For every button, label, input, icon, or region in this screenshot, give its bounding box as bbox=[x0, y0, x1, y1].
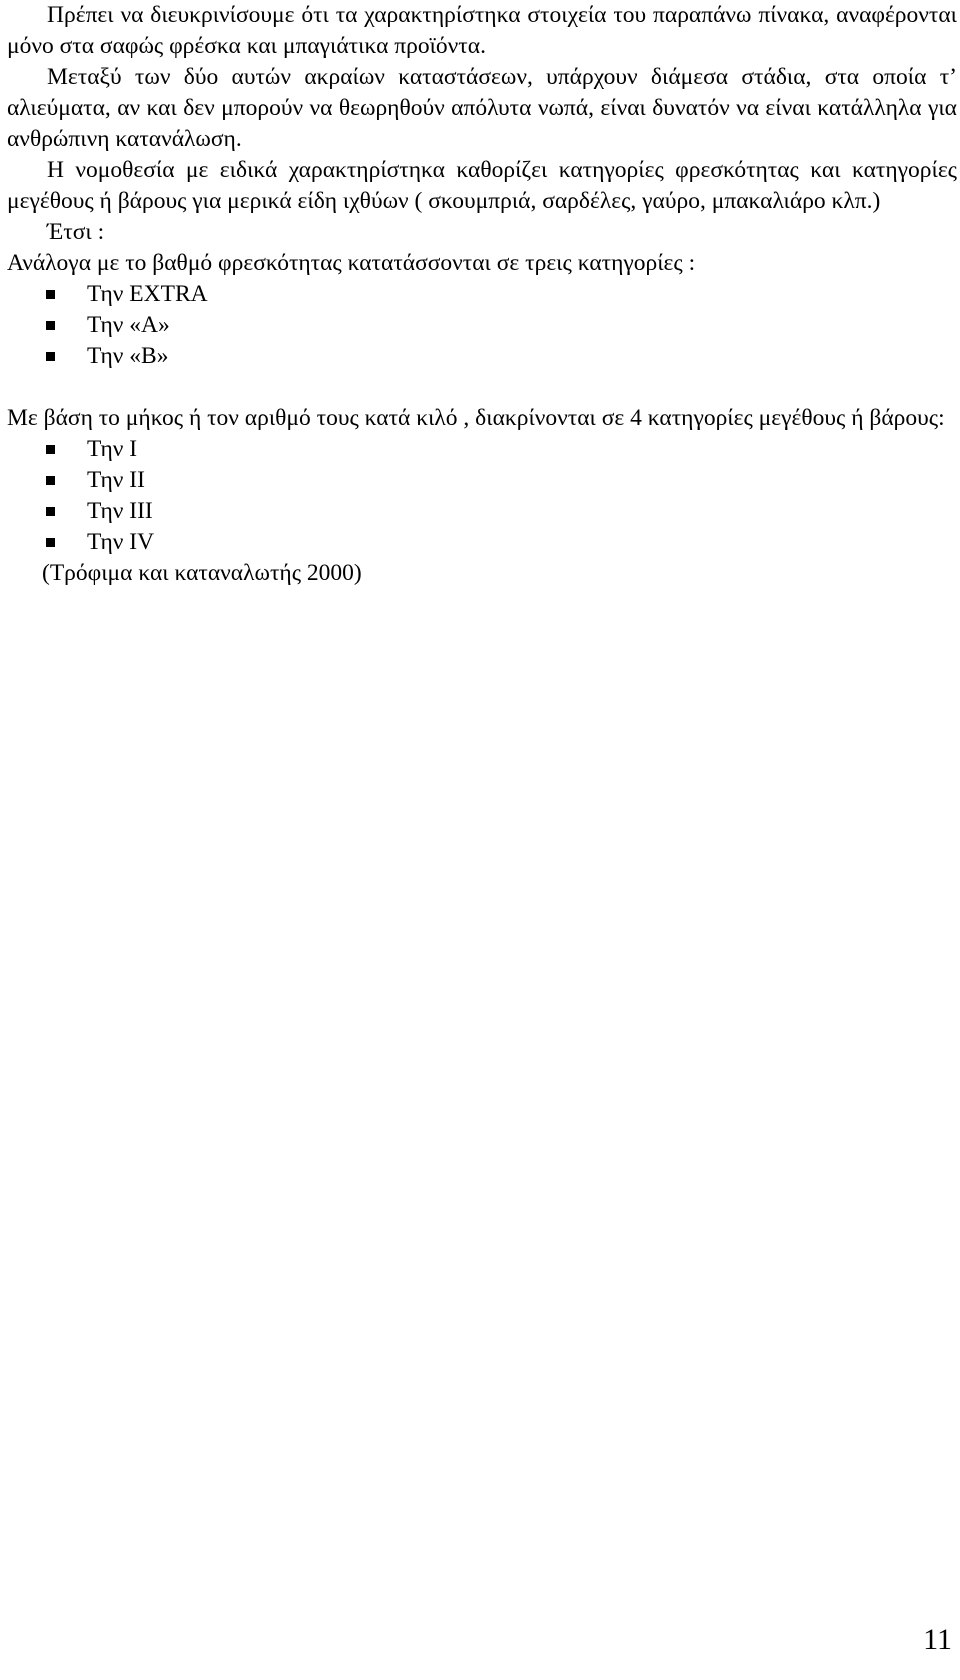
list-item bbox=[7, 279, 957, 310]
spacer bbox=[7, 372, 957, 403]
square-bullet-icon bbox=[46, 445, 55, 454]
page-number: 11 bbox=[923, 1623, 952, 1656]
paragraph-freshness-note: Πρέπει να διευκρινίσουμε ότι τα χαρακτηρίστηκα στοιχεία του παραπάνω πίνακα, αναφέρονται μόνο στα σαφώς φρέσκα και μπαγιάτικα προϊόντα. bbox=[7, 2, 957, 59]
square-bullet-icon bbox=[46, 507, 55, 516]
list-item-label: Την EXTRA bbox=[87, 281, 208, 307]
square-bullet-icon bbox=[46, 538, 55, 547]
square-bullet-icon bbox=[46, 321, 55, 330]
list-item bbox=[7, 527, 957, 558]
square-bullet-icon bbox=[46, 476, 55, 485]
list-item-label: Την I bbox=[87, 436, 138, 462]
paragraph-intermediate-stages: Μεταξύ των δύο αυτών ακραίων καταστάσεων, υπάρχουν διάμεσα στάδια, στα οποία τ’ αλιεύματα, αν και δεν μπορούν να θεωρηθούν απόλυτα νωπά, είναι δυνατόν να είναι κατάλληλα για ανθρώπινη κατανάλωση. bbox=[7, 64, 957, 152]
list-item bbox=[7, 465, 957, 496]
list-item-label: Την II bbox=[87, 467, 145, 493]
list-item-label: Την III bbox=[87, 498, 153, 524]
list-item bbox=[7, 434, 957, 465]
list-item-label: Την «B» bbox=[87, 343, 169, 369]
list-item bbox=[7, 310, 957, 341]
freshness-category-list bbox=[7, 279, 957, 372]
square-bullet-icon bbox=[46, 352, 55, 361]
size-category-list bbox=[7, 434, 957, 558]
paragraph-legislation: Η νομοθεσία με ειδικά χαρακτηρίστηκα καθορίζει κατηγορίες φρεσκότητας και κατηγορίες μεγέθους ή βάρους για μερικά είδη ιχθύων ( σκουμπριά, σαρδέλες, γαύρο, μπακαλιάρο κλπ.) bbox=[7, 157, 957, 214]
paragraph-thus: Έτσι : bbox=[47, 219, 105, 245]
paragraph-size-categories-intro: Με βάση το μήκος ή τον αριθμό τους κατά κιλό , διακρίνονται σε 4 κατηγορίες μεγέθους ή βάρους: bbox=[7, 405, 945, 431]
document-page bbox=[7, 0, 957, 589]
paragraph-freshness-categories-intro: Ανάλογα με το βαθμό φρεσκότητας κατατάσσονται σε τρεις κατηγορίες : bbox=[7, 250, 696, 276]
list-item-label: Την IV bbox=[87, 529, 155, 555]
list-item bbox=[7, 341, 957, 372]
list-item bbox=[7, 496, 957, 527]
square-bullet-icon bbox=[46, 290, 55, 299]
citation: (Τρόφιμα και καταναλωτής 2000) bbox=[42, 560, 362, 586]
list-item-label: Την «A» bbox=[87, 312, 170, 338]
